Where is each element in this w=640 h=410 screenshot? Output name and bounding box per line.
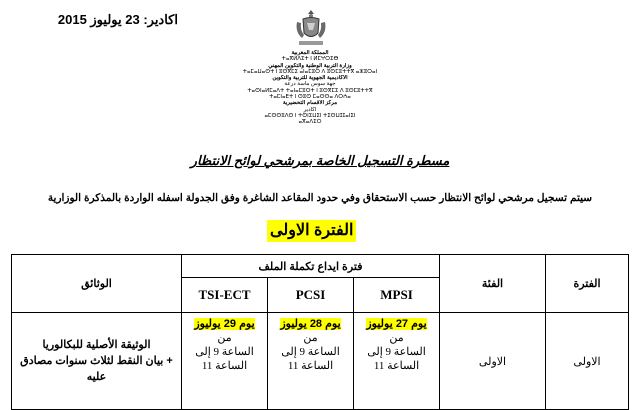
from-label: من [389, 332, 404, 344]
admin-line: ⵜⴰⵎⵏⴰⴹⵜ ⵏ ⵙⵓⵙ ⵎⴰⵙⵙⴰ ⴷⵔⵄⴰ [269, 94, 351, 101]
cell-documents [12, 313, 182, 410]
cell-tsi-ect-schedule [182, 313, 268, 410]
hours-label: الساعة 9 إلى الساعة 11 [281, 346, 340, 372]
coat-of-arms-icon [291, 8, 331, 48]
schedule-table [11, 254, 629, 410]
track-mpsi: MPSI [354, 278, 440, 313]
admin-line: جهة سوس ماسة درعة [284, 81, 336, 88]
administration-block [220, 50, 400, 126]
document-title: مسطرة التسجيل الخاصة بمرشحي لوائح الانتظار [190, 153, 450, 168]
header-period: الفترة [546, 255, 629, 313]
from-label: من [217, 332, 232, 344]
admin-line: مركز الأقسام التحضيرية [282, 100, 338, 107]
track-pcsi: PCSI [268, 278, 354, 313]
cell-category: الاولى [440, 313, 546, 410]
period-heading: الفترة الاولى [267, 220, 356, 242]
admin-line: ⵜⴰⵙⵏⴰⵍⵎⴰⴷⵜ ⵜⴰⵏⴰⵎⵓⵔⵜ ⵏ ⵓⵙⴳⵎⵉ ⴷ ⵓⵙⵎⵓⵜⵜⴳ [247, 87, 373, 94]
admin-line: الأكاديمية الجهوية للتربية والتكوين [272, 75, 348, 82]
admin-line: ⴰⴳⴰⴷⵉⵔ [298, 119, 322, 126]
admin-line: ⴰⵎⵙⵙⵓⴷⵙ ⵏ ⵜⵙⵏⵉⵡⵉⵏ ⵜⵉⵙⵡⵊⵊⴰⵏⵉⵏ [264, 112, 356, 119]
header-documents: الوثائق [12, 255, 182, 313]
intro-text: سيتم تسجيل مرشحي لوائح الانتظار حسب الاستحقاق وفي حدود المقاعد الشاغرة وفق الجدولة اسفله الواردة بالمذكرة الوزارية [47, 192, 593, 204]
day-pcsi: يوم 28 يوليوز [280, 318, 341, 330]
header-deposit-period: فترة ايداع تكملة الملف [182, 255, 440, 278]
cell-period: الاولى [546, 313, 629, 410]
day-tsi-ect: يوم 29 يوليوز [194, 318, 255, 330]
document-item: الوثيقة الأصلية للبكالوريا [42, 339, 151, 351]
from-label: من [303, 332, 318, 344]
hours-label: الساعة 9 إلى الساعة 11 [367, 346, 426, 372]
cell-pcsi-schedule [268, 313, 354, 410]
admin-line: أكادير [303, 106, 317, 113]
document-item: + بيان النقط لثلاث سنوات مصادق عليه [20, 355, 173, 383]
table-row [12, 313, 629, 410]
admin-line: المملكة المغربية [291, 50, 329, 56]
hours-label: الساعة 9 إلى الساعة 11 [195, 346, 254, 372]
cell-mpsi-schedule [354, 313, 440, 410]
admin-line: ⵜⴰⵎⴰⵡⴰⵙⵜ ⵏ ⵓⵙⴳⵎⵉ ⴰⵏⴰⵎⵓⵔ ⴷ ⵓⵙⵎⵓⵜⵜⴳ ⴰⵣⵓⵔⴰⵏ [242, 68, 378, 75]
day-mpsi: يوم 27 يوليوز [366, 318, 427, 330]
admin-line: ⵜⴰⴳⵍⴷⵉⵜ ⵏ ⵍⵎⵖⵔⵉⴱ [281, 56, 339, 63]
track-tsi-ect: TSI-ECT [182, 278, 268, 313]
admin-line: وزارة التربية الوطنية والتكوين المهني [268, 62, 352, 69]
date-line: اكادير: 23 يوليوز 2015 [57, 12, 178, 27]
header-category: الفئة [440, 255, 546, 313]
